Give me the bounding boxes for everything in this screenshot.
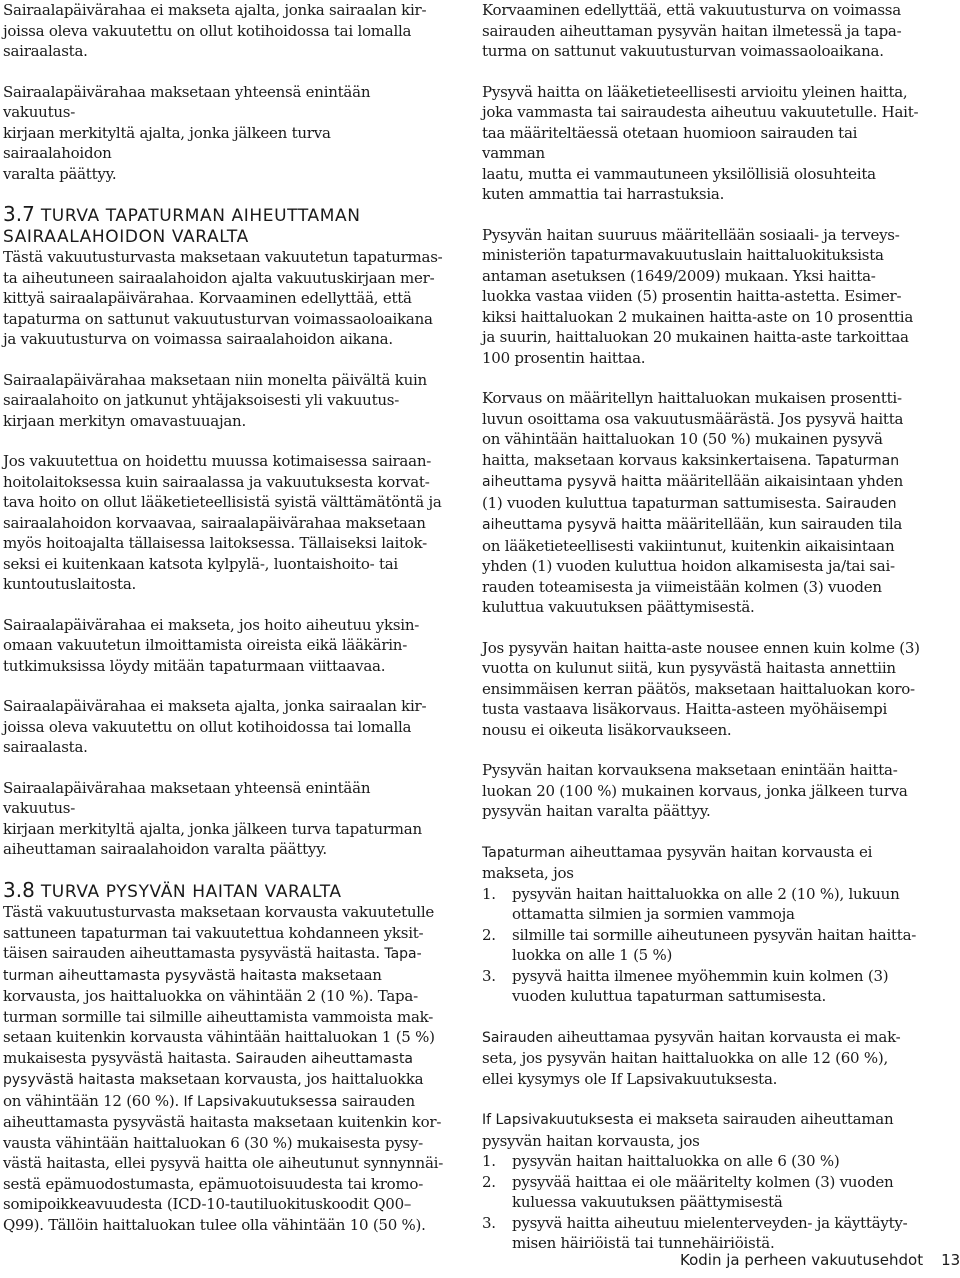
highlight-term: If Lapsivakuutuksessa <box>183 1093 338 1110</box>
body-text: määritellään aikaisintaan yhden (1) vuoden kuluttua tapaturman sattumisesta. <box>482 472 904 512</box>
numbered-list <box>482 1151 922 1254</box>
body-text: Tästä vakuutusturvasta maksetaan korvausta vakuutetulle sattuneen tapaturman tai vakuutettua kohdanneen yksit- täisen sairauden aiheuttamasta pysyvästä haitasta. <box>3 903 434 962</box>
paragraph: Sairaalapäivärahaa maksetaan niin monelta päivältä kuin sairaalahoito on jatkunut yhtäjaksoisesti yli vakuutus- kirjaan merkityn omavastuuajan. <box>3 370 427 430</box>
list-item <box>482 1213 922 1254</box>
page-number: 13 <box>941 1251 960 1269</box>
paragraph: Pysyvä haitta on lääketieteellisesti arvioitu yleinen haitta, joka vammasta tai sairaudesta aiheutuu vakuutetulle. Hait- taa määriteltäessä otetaan huomioon sairauden tai vamman laatu, mutta ei vammautuneen yksilöllisiä olosuhteita kuten ammattia tai harrastuksia. <box>482 82 919 203</box>
highlight-term: Sairauden aiheuttama pysyvä haitta <box>482 495 897 533</box>
highlight-term: If Lapsivakuutuksesta <box>482 1112 634 1128</box>
paragraph: Korvaaminen edellyttää, että vakuutusturva on voimassa sairauden aiheuttaman pysyvän haitan ilmetessä ja tapa- turma on sattunut vakuutusturvan voimassaoloaikana. <box>482 1 902 60</box>
list-item <box>482 1151 922 1172</box>
body-text: maksetaan korvausta, jos haittaluokka on vähintään 12 (60 %). <box>3 1070 424 1110</box>
list-text: pysyvä haitta ilmenee myöhemmin kuin kolmen (3) vuoden kuluttua tapaturman sattumisesta. <box>512 966 889 1005</box>
list-number: 3. <box>482 1213 496 1232</box>
right-column <box>482 0 922 1274</box>
section-heading-3-8 <box>3 877 443 903</box>
list-number: 1. <box>482 884 496 903</box>
section-number: 3.7 <box>3 202 35 226</box>
section-title: TURVA TAPATURMAN AIHEUTTAMAN SAIRAALAHOIDON VARALTA <box>3 206 361 247</box>
footer-title: Kodin ja perheen vakuutusehdot <box>680 1251 924 1269</box>
section-number: 3.8 <box>3 877 35 902</box>
section-body: Tästä vakuutusturvasta maksetaan vakuutetun tapaturmas- ta aiheutuneen sairaalahoidon ajalta vakuutuskirjaan mer- kittyä sairaalapäivärahaa. Korvaaminen edellyttää, että tapaturma on sattunut vakuutusturvan voimassaoloaikana ja vakuutusturva on voimassa sairaalahoidon aikana. <box>3 248 443 348</box>
list-number: 2. <box>482 925 496 944</box>
body-text: määritellään, kun sairauden tila on lääketieteellisesti vakiintunut, kuitenkin aikaisintaan yhden (1) vuoden kuluttua hoidon alkamisesta ja/tai sai- rauden toteamisesta ja viimeistään kolmen (3) vuoden kuluttua vakuutuksen päättymisestä. <box>482 515 903 616</box>
list-item <box>482 884 922 925</box>
body-text: ei makseta sairauden aiheuttaman pysyvän haitan korvausta, jos <box>482 1110 894 1150</box>
list-text: silmille tai sormille aiheutuneen pysyvän haitan haitta- luokka on alle 1 (5 %) <box>512 925 917 964</box>
body-text: aiheuttamaa pysyvän haitan korvausta ei mak- seta, jos pysyvän haitan haittaluokka on alle 12 (60 %), ellei kysymys ole If Lapsivakuutuksesta. <box>482 1027 901 1088</box>
paragraph: Sairaalapäivärahaa maksetaan yhteensä enintään vakuutus- kirjaan merkityltä ajalta, jonka jälkeen turva sairaalahoidon varalta päättyy. <box>3 82 371 183</box>
list-item <box>482 966 922 1007</box>
left-column <box>3 0 443 1255</box>
list-number: 3. <box>482 966 496 985</box>
paragraph: Sairaalapäivärahaa ei makseta ajalta, jonka sairaalan kir- joissa oleva vakuutettu on ollut kotihoidossa tai lomalla sairaalasta. <box>3 697 427 756</box>
paragraph: Pysyvän haitan suuruus määritellään sosiaali- ja terveys- ministeriön tapaturmavakuutuslain haittaluokituksista antaman asetuksen (1649/2009) mukaan. Yksi haitta- luokka vastaa viiden (5) prosentin haitta-astetta. Esimer- kiksi haittaluokan 2 mukainen haitta-aste on 10 prosenttia ja suurin, haittaluokan 20 mukainen haitta-aste tarkoittaa 100 prosentin haittaa. <box>482 225 914 367</box>
paragraph <box>482 388 922 618</box>
list-number: 1. <box>482 1152 496 1170</box>
list-lead <box>482 1109 922 1151</box>
body-text: maksetaan korvausta, jos haittaluokka on vähintään 2 (10 %). Tapa- turman sormille tai silmille aiheuttamista vammoista mak- setaan kuitenkin korvausta vähintään haittaluokan 1 (5 %) mukaisesta pysyvästä haitasta. <box>3 965 435 1067</box>
highlight-term: Tapa- turman aiheuttamasta pysyvästä haitasta <box>3 946 422 984</box>
section-heading-3-7 <box>3 204 443 247</box>
list-number: 2. <box>482 1172 496 1191</box>
numbered-list <box>482 884 922 1007</box>
highlight-term: Sairauden aiheuttamasta pysyvästä haitasta <box>3 1050 414 1088</box>
page-footer <box>680 1251 960 1269</box>
list-item <box>482 925 922 966</box>
list-text: pysyvä haitta aiheutuu mielenterveyden- ja käyttäyty- misen häiriöistä tai tunnehäiriöistä. <box>512 1213 908 1252</box>
body-text: Korvaus on määritellyn haittaluokan mukaisen prosentti- luvun osoittama osa vakuutusmäärästä. Jos pysyvä haitta on vähintään haittaluokan 10 (50 %) mukainen pysyvä haitta, maksetaan korvaus kaksinkertaisena. <box>482 389 904 469</box>
highlight-term: Tapaturman <box>482 844 566 861</box>
paragraph: Jos pysyvän haitan haitta-aste nousee ennen kuin kolme (3) vuotta on kulunut siitä, kun pysyvästä haitasta annettiin ensimmäisen kerran päätös, maksetaan haittaluokan koro- tusta vastaava lisäkorvaus. Haitta-asteen myöhäisempi nousu ei oikeuta lisäkorvaukseen. <box>482 638 920 739</box>
list-text: pysyvää haittaa ei ole määritelty kolmen (3) vuoden kuluessa vakuutuksen päättymisestä <box>512 1172 894 1211</box>
paragraph: Sairaalapäivärahaa maksetaan yhteensä enintään vakuutus- kirjaan merkityltä ajalta, jonka jälkeen turva tapaturman aiheuttaman sairaalahoidon varalta päättyy. <box>3 778 422 858</box>
paragraph: Jos vakuutettua on hoidettu muussa kotimaisessa sairaan- hoitolaitoksessa kuin sairaalassa ja vakuutuksesta korvat- tava hoito on ollut lääketieteellisistä syistä välttämätöntä ja sairaalahoidon korvaavaa, sairaalapäivärahaa maksetaan myös hoitoajalta tällaisessa laitoksessa. Tällaiseksi laitok- seksi ei kuitenkaan katsota kylpylä-, luontaishoito- tai kuntoutuslaitosta. <box>3 452 442 593</box>
highlight-term: Sairauden <box>482 1029 553 1046</box>
list-text: pysyvän haitan haittaluokka on alle 6 (30 %) <box>512 1152 840 1170</box>
paragraph: Pysyvän haitan korvauksena maksetaan enintään haitta- luokan 20 (100 %) mukainen korvaus, jonka jälkeen turva pysyvän haitan varalta päättyy. <box>482 761 908 820</box>
body-text: aiheuttamaa pysyvän haitan korvausta ei makseta, jos <box>482 842 873 882</box>
list-lead <box>482 842 922 884</box>
body-text: sairauden aiheuttamasta pysyvästä haitasta maksetaan kuitenkin kor- vausta vähintään haittaluokan 6 (30 %) mukaisesta pysy- västä haitasta, ellei pysyvä haitta ole aiheutunut synnynnäi- sestä epämuodostumasta, epämuotoisuudesta tai kromo- somipoikkeavuudesta (ICD-10-tautiluokituskoodit Q00– Q99). Tällöin haittaluokan tulee olla vähintään 10 (50 %). <box>3 1091 444 1234</box>
highlight-term: Tapaturman aiheuttama pysyvä haitta <box>482 452 900 490</box>
list-item <box>482 1172 922 1213</box>
paragraph <box>482 1027 922 1090</box>
paragraph: Sairaalapäivärahaa ei makseta ajalta, jonka sairaalan kir- joissa oleva vakuutettu on ollut kotihoidossa tai lomalla sairaalasta. <box>3 1 427 60</box>
section-title: TURVA PYSYVÄN HAITAN VARALTA <box>40 881 342 902</box>
section-body <box>3 902 443 1235</box>
paragraph: Sairaalapäivärahaa ei makseta, jos hoito aiheutuu yksin- omaan vakuutetun ilmoittamista oireista eikä lääkärin- tutkimuksissa löydy mitään tapaturmaan viittaavaa. <box>3 615 420 675</box>
list-text: pysyvän haitan haittaluokka on alle 2 (10 %), lukuun ottamatta silmien ja sormien vammoja <box>512 884 900 923</box>
